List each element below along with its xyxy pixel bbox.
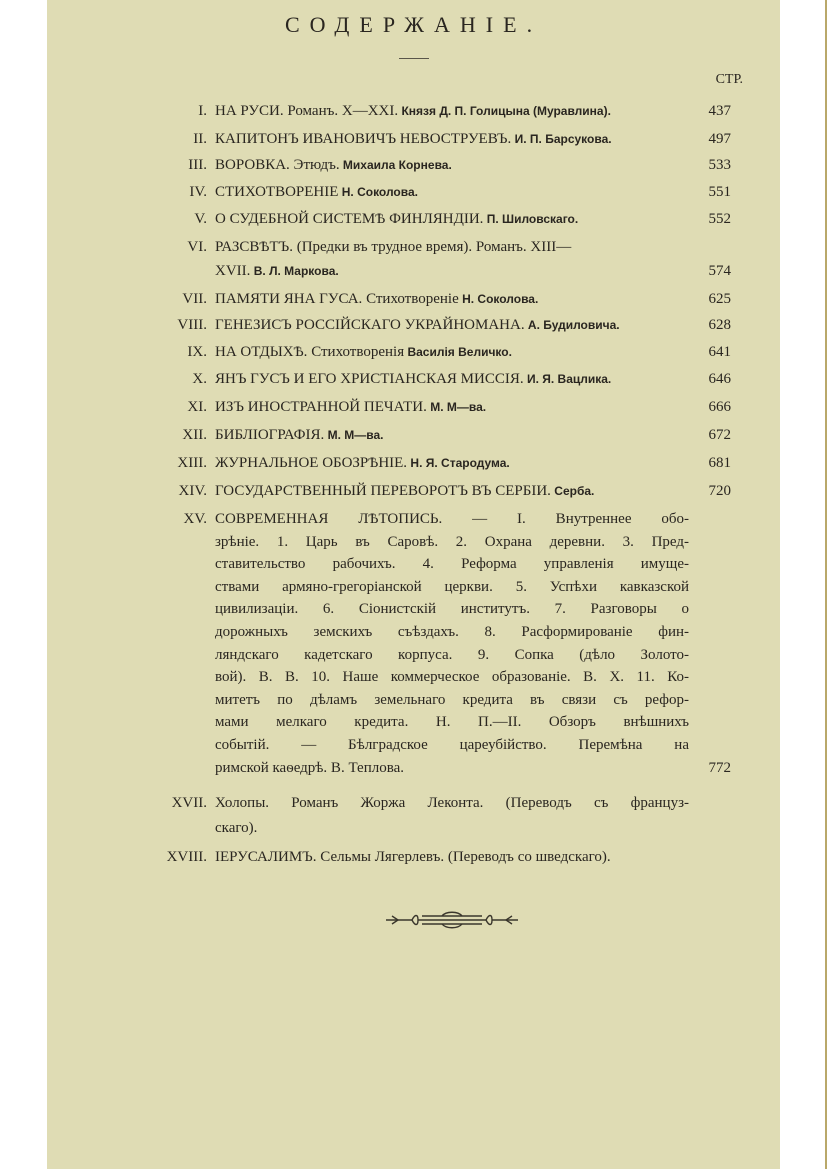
ornament-divider-icon — [382, 906, 522, 934]
entry-text-line: зрѣніе. 1. Царь въ Саровѣ. 2. Охрана деревни. 3. Пред- — [215, 533, 689, 550]
entry-number: I. — [198, 103, 207, 119]
entry-text-line: мами мелкаго кредита. Н. П.—II. Обзоръ внѣшнихъ — [215, 714, 689, 731]
entry-title: НА ОТДЫХѢ. — [215, 344, 308, 360]
entry-page-number: 681 — [708, 455, 731, 471]
entry-title: ГЕНЕЗИСЪ РОССІЙСКАГО УКРАЙНОМАНА. — [215, 317, 525, 333]
page — [47, 0, 780, 1169]
entry-number: V. — [194, 211, 207, 227]
entry-number: X. — [192, 371, 207, 387]
entry-text-line: ляндскаго кадетскаго корпуса. 9. Сопка (дѣло Золото- — [215, 646, 689, 663]
entry-author: Михаила Корнева. — [339, 158, 452, 172]
entry-number: VII. — [182, 291, 207, 307]
entry-text — [215, 208, 695, 230]
entry-subtitle: XVII. — [215, 263, 251, 279]
entry-title: ЯНЪ ГУСЪ И ЕГО ХРИСТІАНСКАЯ МИССІЯ. — [215, 371, 524, 387]
entry-author: Князя Д. П. Голицына (Муравлина). — [398, 104, 611, 118]
entry-author: Василія Величко. — [404, 345, 512, 359]
entry-page-number: 437 — [708, 103, 731, 119]
entry-title: РАЗСВѢТЪ. — [215, 239, 293, 255]
entry-text-line: вой). В. В. 10. Наше коммерческое образованіе. В. Х. 11. Ко- — [215, 669, 689, 686]
entry-number: XII. — [182, 427, 207, 443]
entry-text — [215, 154, 695, 176]
entry-title: ГОСУДАРСТВЕННЫЙ ПЕРЕВОРОТЪ ВЪ СЕРБІИ. — [215, 483, 551, 499]
entry-text-line: СОВРЕМЕННАЯ ЛѢТОПИСЬ. — I. Внутреннее обо- — [215, 511, 689, 527]
entry-number: IX. — [187, 344, 207, 360]
entry-page-number: 666 — [708, 399, 731, 415]
entry-text-line: цивилизаціи. 6. Сіонистскій институтъ. 7. Разговоры о — [215, 601, 689, 618]
entry-text — [215, 480, 695, 502]
entry-page-number: 574 — [708, 263, 731, 279]
entry-number: IV. — [189, 184, 207, 200]
entry-page-number: 533 — [708, 157, 731, 173]
entry-text — [215, 341, 695, 363]
entry-number: VIII. — [177, 317, 207, 333]
entry-author: М. М—ва. — [324, 428, 384, 442]
entry-text-line: ІЕРУСАЛИМЪ. Сельмы Лягерлевъ. (Переводъ со шведскаго). — [215, 849, 611, 865]
entry-text — [215, 260, 695, 282]
entry-text — [215, 452, 695, 474]
entry-text — [215, 396, 695, 418]
entry-author: В. Л. Маркова. — [250, 264, 339, 278]
entry-number: III. — [188, 157, 207, 173]
entry-author: Н. Я. Стародума. — [407, 456, 510, 470]
entry-title: СТИХОТВОРЕНІЕ — [215, 184, 339, 200]
entry-text — [215, 368, 695, 390]
entry-subtitle: (Предки въ трудное время). Романъ. XIII— — [292, 239, 572, 255]
entry-text — [215, 236, 695, 258]
entry-title: ПАМЯТИ ЯНА ГУСА. — [215, 291, 363, 307]
page-column-label: СТР. — [715, 72, 743, 87]
entry-page-number: 551 — [708, 184, 731, 200]
entry-title: ВОРОВКА. — [215, 157, 290, 173]
entry-page-number: 552 — [708, 211, 731, 227]
entry-text — [215, 181, 695, 203]
entry-author: Н. Соколова. — [338, 185, 418, 199]
entry-author: И. Я. Вацлика. — [523, 372, 612, 386]
entry-page-number: 628 — [708, 317, 731, 333]
entry-title: ЖУРНАЛЬНОЕ ОБОЗРѢНІЕ. — [215, 455, 408, 471]
entry-author: М. М—ва. — [426, 400, 487, 414]
entry-page-number: 625 — [708, 291, 731, 307]
entry-text-line: скаго). — [215, 820, 258, 836]
entry-page-number: 646 — [708, 371, 731, 387]
entry-page-number: 672 — [708, 427, 731, 443]
entry-title: КАПИТОНЪ ИВАНОВИЧЪ НЕВОСТРУЕВЪ. — [215, 131, 512, 147]
title-rule — [399, 58, 429, 59]
entry-number: VI. — [187, 239, 207, 255]
entry-number-label: XVII. — [171, 795, 207, 811]
entry-subtitle: Стихотвореніе — [362, 291, 459, 307]
entry-subtitle: Романъ. X—XXI. — [283, 103, 399, 119]
entry-number-label: XVIII. — [166, 849, 207, 865]
entry-number: XIII. — [177, 455, 207, 471]
entry-text-line: дорожныхъ земскихъ съѣздахъ. 8. Расформированіе фин- — [215, 624, 689, 640]
entry-author: П. Шиловскаго. — [483, 212, 579, 226]
entry-number: XI. — [187, 399, 207, 415]
entry-text-line: ствами армяно-грегоріанской церкви. 5. Успѣхи кавказской — [215, 578, 689, 595]
entry-text — [215, 314, 695, 336]
entry-text — [215, 288, 695, 310]
entry-page-number: 720 — [708, 483, 731, 499]
entry-page-number: 497 — [708, 131, 731, 147]
entry-page-number: 641 — [708, 344, 731, 360]
entry-text — [215, 424, 695, 446]
entry-title: ИЗЪ ИНОСТРАННОЙ ПЕЧАТИ. — [215, 399, 427, 415]
entry-text — [215, 100, 695, 122]
entry-page-number: 772 — [708, 759, 731, 776]
page-title: СОДЕРЖАНІЕ. — [284, 12, 543, 37]
entry-text-line: митетъ по дѣламъ земельнаго кредита въ связи съ рефор- — [215, 691, 689, 708]
entry-number: XIV. — [178, 483, 207, 499]
entry-number: II. — [193, 131, 207, 147]
entry-title: БИБЛІОГРАФІЯ. — [215, 427, 325, 443]
entry-text-line: ставительство рабочихъ. 4. Реформа управленія имуще- — [215, 556, 689, 573]
entry-text-line: Холопы. Романъ Жоржа Леконта. (Переводъ съ француз- — [215, 795, 689, 811]
entry-text — [215, 128, 695, 150]
entry-text-line: римской каѳедрѣ. В. Теплова. — [215, 759, 404, 776]
entry-author: Н. Соколова. — [458, 292, 539, 306]
entry-author: А. Будиловича. — [524, 318, 620, 332]
entry-title: О СУДЕБНОЙ СИСТЕМѢ ФИНЛЯНДІИ. — [215, 211, 484, 227]
entry-subtitle: Стихотворенія — [307, 344, 405, 360]
entry-author: Серба. — [550, 484, 595, 498]
entry-title: НА РУСИ. — [215, 103, 284, 119]
entry-text-line: событій. — Бѣлградское цареубійство. Перемѣна на — [215, 737, 689, 753]
entry-number-label: XV. — [183, 511, 207, 527]
entry-author: И. П. Барсукова. — [511, 132, 612, 146]
entry-subtitle: Этюдъ. — [289, 157, 340, 173]
